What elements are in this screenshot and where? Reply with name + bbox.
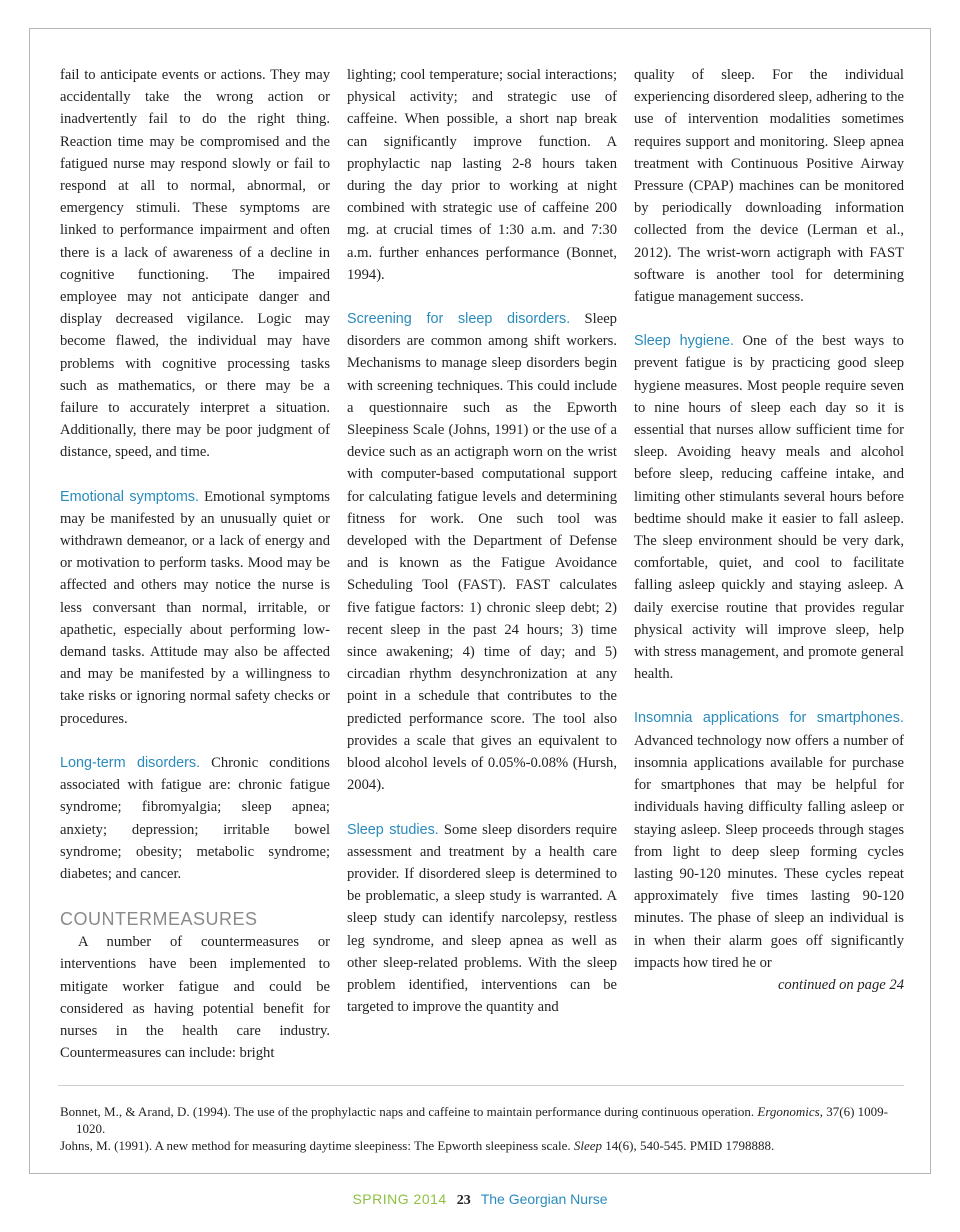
paragraph-longterm	[60, 752, 330, 885]
subheading-sleep-hygiene: Sleep hygiene.	[634, 333, 735, 350]
page-footer	[0, 1191, 960, 1209]
paragraph-sleep-studies	[347, 819, 617, 1019]
page-number: 23	[456, 1193, 471, 1208]
column-3	[634, 64, 904, 996]
paragraph-emotional	[60, 486, 330, 730]
magazine-title: The Georgian Nurse	[480, 1191, 608, 1207]
subheading-longterm: Long-term disorders.	[60, 754, 201, 771]
text-insomnia-apps: Advanced technology now offers a number of insomnia applications available for purchase for smartphones that may be helpful for individuals having difficulty falling asleep or staying asleep. Sleep proceeds through stages from light to deep sleep forming cycles lasting 90-120 minutes. These cycles repeat approximately five times lasting 90-120 minutes. The phase of sleep an individual is in when their alarm goes off significantly impacts how tired he or	[634, 732, 904, 971]
paragraph-screening	[347, 308, 617, 796]
subheading-emotional: Emotional symptoms.	[60, 488, 199, 505]
section-heading-countermeasures: COUNTERMEASURES	[60, 909, 258, 930]
column-2	[347, 64, 617, 1018]
paragraph-countermeasures: A number of countermeasures or interventions have been implemented to mitigate worker fatigue and could be considered as having potential benefit for nurses in the health care industry. Countermeasures can include: bright	[60, 934, 330, 1062]
continued-link[interactable]: continued on page 24	[777, 976, 904, 993]
paragraph-caffeine: lighting; cool temperature; social interactions; physical activity; and strategic use of caffeine. When possible, a short nap break can significantly improve function. A prophylactic nap lasting 2-8 hours taken during the day prior to working at night combined with strategic use of caffeine 200 mg. at crucial times of 1:30 a.m. and 7:30 a.m. further enhances performance (Bonnet, 1994).	[347, 67, 617, 283]
paragraph-cognitive: fail to anticipate events or actions. They may accidentally take the wrong action or inadvertently fail to do the right thing. Reaction time may be compromised and the fatigued nurse may respond slowly or fail to respond at all to normal, abnormal, or emergency stimuli. These symptoms are linked to performance impairment and often there is a lack of awareness of a decline in cognitive functioning. The impaired employee may not anticipate danger and display decreased vigilance. Logic may become flawed, the individual may have problems with cognitive processing tasks such as mathematics, or there may be a failure to accurately interpret a situation. Additionally, there may be poor judgment of distance, speed, and time.	[60, 67, 330, 461]
text-sleep-studies: Some sleep disorders require assessment and treatment by a health care provider. If disordered sleep is determined to be problematic, a sleep study is warranted. A sleep study can identify narcolepsy, restless leg syndrome, and sleep apnea as well as other sleep-related problems. With the sleep problem identified, interventions can be targeted to improve the quantity and	[347, 821, 618, 1016]
subheading-insomnia-apps: Insomnia applications for smartphones.	[634, 710, 904, 727]
text-emotional: Emotional symptoms may be manifested by an unusually quiet or withdrawn demeanor, or a lack of energy and or motivation to perform tasks. Mood may be affected and others may notice the nurse is less conversant than normal, irritable, or apathetic, especially about performing low-demand tasks. Attitude may also be affected and may be manifested by a willingness to take risks or ignoring normal safety checks or procedures.	[60, 488, 330, 727]
issue-season: SPRING 2014	[352, 1191, 447, 1207]
text-longterm: Chronic conditions associated with fatigue are: chronic fatigue syndrome; fibromyalgia; sleep apnea; anxiety; depression; irritable bowel syndrome; obesity; metabolic syndrome; diabetes; and cancer.	[60, 754, 330, 882]
subheading-sleep-studies: Sleep studies.	[347, 821, 439, 838]
reference-bonnet: Bonnet, M., & Arand, D. (1994). The use of the prophylactic naps and caffeine to maintain performance during continuous operation. Ergonomics, 37(6) 1009-1020.	[60, 1104, 888, 1136]
subheading-screening: Screening for sleep disorders.	[347, 311, 571, 328]
text-screening: Sleep disorders are common among shift workers. Mechanisms to manage sleep disorders begin with screening techniques. This could include a questionnaire such as the Epworth Sleepiness Scale (Johns, 1991) or the use of a device such as an actigraph worn on the wrist with computer-based computational support for calculating fatigue levels and determining fitness for work. One such tool was developed with the Department of Defense and is known as the Fatigue Avoidance Scheduling Tool (FAST). FAST calculates five fatigue factors: 1) chronic sleep debt; 2) recent sleep in the past 24 hours; 3) time since awakening; 4) time of day; and 5) circadian rhythm desynchronization at any point in a schedule that contributes to the predicted performance score. The tool also provides a scale that gives an equivalent to blood alcohol levels of 0.05%-0.08% (Hursh, 2004).	[347, 311, 617, 794]
text-sleep-hygiene: One of the best ways to prevent fatigue is by practicing good sleep hygiene measures. Most people require seven to nine hours of sleep each day so it is essential that nurses allow sufficient time for sleep. Avoiding heavy meals and alcohol before sleep, reducing caffeine intake, and limiting other stimulants several hours before bedtime should make it easier to fall asleep. The sleep environment should be very dark, comfortable, quiet, and cool to facilitate falling asleep quickly and staying asleep. A daily exercise routine that provides regular physical activity will improve sleep, help with stress management, and promote general health.	[634, 333, 904, 683]
references-divider	[58, 1085, 904, 1086]
paragraph-sleep-hygiene	[634, 330, 904, 685]
reference-johns: Johns, M. (1991). A new method for measuring daytime sleepiness: The Epworth sleepiness scale. Sleep 14(6), 540-545. PMID 1798888.	[60, 1138, 775, 1153]
column-1	[60, 64, 330, 1064]
references	[60, 1103, 906, 1154]
paragraph-insomnia-apps	[634, 707, 904, 973]
paragraph-monitoring: quality of sleep. For the individual experiencing disordered sleep, adhering to the use of intervention modalities sometimes requires support and monitoring. Sleep apnea treatment with Continuous Positive Airway Pressure (CPAP) machines can be monitored by periodically downloading information collected from the device (Lerman et al., 2012). The wrist-worn actigraph with FAST software is another tool for determining fatigue management success.	[634, 67, 904, 306]
